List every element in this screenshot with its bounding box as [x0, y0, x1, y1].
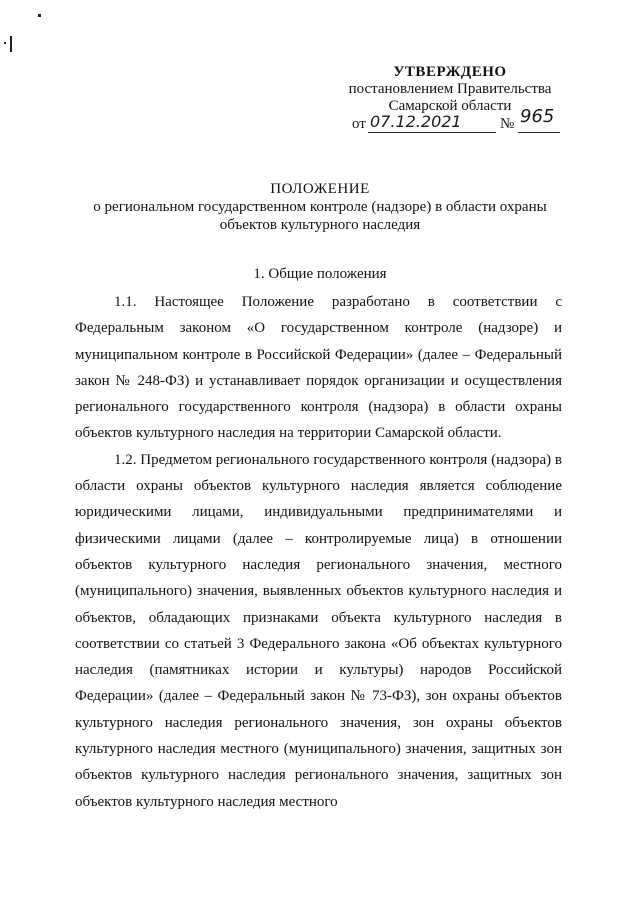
- paragraph-1-1: 1.1. Настоящее Положение разработано в соответствии с Федеральным законом «О государственном контроле (надзоре) и муниципальном контроле в Российской Федерации» (далее – Федеральный закон № 248-ФЗ) и устанавливает порядок организации и осуществления регионального государственного контроля (надзора) в области охраны объектов культурного наследия на территории Самарской области.: [75, 294, 562, 442]
- scan-mark-left: [10, 36, 12, 52]
- approval-line-2: Самарской области: [388, 98, 512, 114]
- paragraph-1-2: 1.2. Предметом регионального государственного контроля (надзора) в области охраны объектов культурного наследия является соблюдение юридическими лицами, индивидуальными предпринимателями и физическими лицами (далее – контролируемые лица) в отношении объектов культурного наследия регионального значения, местного (муниципального) значения, выявленных объектов культурного наследия и объектов, обладающих признаками объекта культурного наследия в соответствии со статьей 3 Федерального закона «Об объектах культурного наследия (памятниках истории и культуры) народов Российской Федерации» (далее – Федеральный закон № 73-ФЗ), зон охраны объектов культурного наследия регионального значения, зон охраны объектов культурного наследия местного (муниципального) значения, защитных зон объектов культурного наследия регионального значения, защитных зон объектов культурного наследия местного: [75, 451, 562, 810]
- document-subtitle-line-2: объектов культурного наследия: [219, 217, 421, 233]
- number-prefix: №: [500, 116, 515, 132]
- scan-mark-left-2: [4, 42, 6, 44]
- document-body: [75, 289, 562, 815]
- document-title: ПОЛОЖЕНИЕ: [270, 181, 370, 197]
- section-heading: 1. Общие положения: [253, 266, 387, 282]
- date-underline: [368, 132, 496, 133]
- approval-block: [330, 64, 570, 136]
- approval-line-1: постановлением Правительства: [348, 81, 552, 97]
- scan-mark-top: [38, 14, 41, 17]
- approval-title: УТВЕРЖДЕНО: [393, 64, 507, 80]
- number-underline: [518, 132, 560, 133]
- document-subtitle-line-1: о региональном государственном контроле (надзоре) в области охраны: [93, 199, 547, 215]
- document-title-block: [60, 180, 580, 234]
- handwritten-date: 07.12.2021: [370, 112, 462, 131]
- date-prefix: от: [352, 116, 366, 132]
- handwritten-number: 965: [520, 106, 555, 127]
